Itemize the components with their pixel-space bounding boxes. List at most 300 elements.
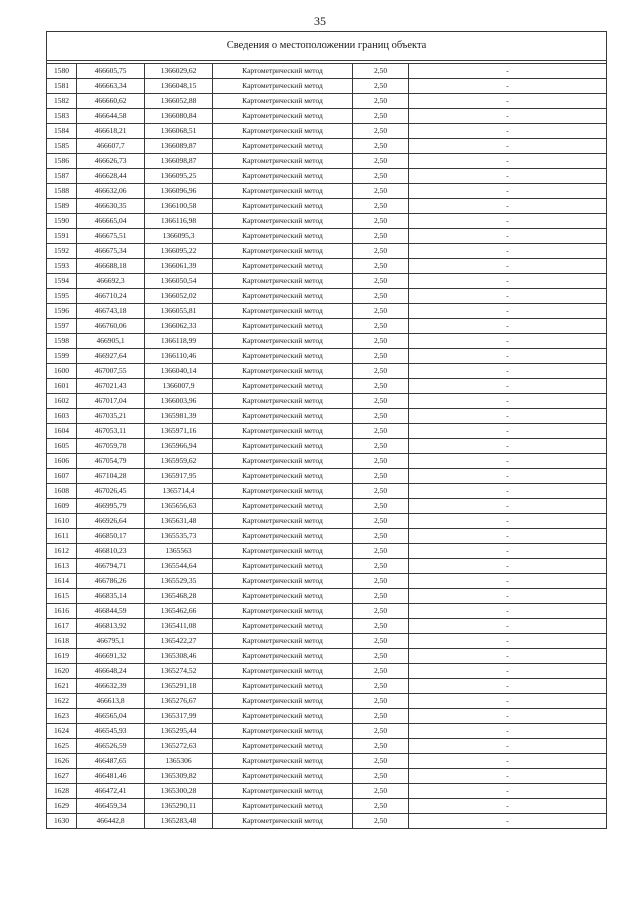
x-coordinate-cell: 467021,43 xyxy=(77,379,145,394)
point-number-cell: 1612 xyxy=(47,544,77,559)
method-cell: Картометрический метод xyxy=(213,529,353,544)
table-row xyxy=(47,724,607,739)
note-cell: - xyxy=(409,544,607,559)
accuracy-cell: 2,50 xyxy=(353,619,409,634)
method-cell: Картометрический метод xyxy=(213,544,353,559)
x-coordinate-cell: 466926,64 xyxy=(77,514,145,529)
y-coordinate-cell: 1365468,28 xyxy=(145,589,213,604)
method-cell: Картометрический метод xyxy=(213,424,353,439)
accuracy-cell: 2,50 xyxy=(353,514,409,529)
x-coordinate-cell: 466607,7 xyxy=(77,139,145,154)
point-number-cell: 1587 xyxy=(47,169,77,184)
point-number-cell: 1599 xyxy=(47,349,77,364)
x-coordinate-cell: 466675,34 xyxy=(77,244,145,259)
accuracy-cell: 2,50 xyxy=(353,499,409,514)
note-cell: - xyxy=(409,94,607,109)
note-cell: - xyxy=(409,769,607,784)
y-coordinate-cell: 1365656,63 xyxy=(145,499,213,514)
table-row xyxy=(47,259,607,274)
note-cell: - xyxy=(409,739,607,754)
method-cell: Картометрический метод xyxy=(213,364,353,379)
table-row xyxy=(47,709,607,724)
note-cell: - xyxy=(409,439,607,454)
table-row xyxy=(47,334,607,349)
accuracy-cell: 2,50 xyxy=(353,169,409,184)
method-cell: Картометрический метод xyxy=(213,619,353,634)
accuracy-cell: 2,50 xyxy=(353,664,409,679)
x-coordinate-cell: 466905,1 xyxy=(77,334,145,349)
y-coordinate-cell: 1366052,88 xyxy=(145,94,213,109)
point-number-cell: 1584 xyxy=(47,124,77,139)
table-row xyxy=(47,139,607,154)
note-cell: - xyxy=(409,619,607,634)
x-coordinate-cell: 466813,92 xyxy=(77,619,145,634)
y-coordinate-cell: 1365291,18 xyxy=(145,679,213,694)
note-cell: - xyxy=(409,604,607,619)
table-row xyxy=(47,544,607,559)
note-cell: - xyxy=(409,259,607,274)
x-coordinate-cell: 466688,18 xyxy=(77,259,145,274)
method-cell: Картометрический метод xyxy=(213,709,353,724)
y-coordinate-cell: 1366003,96 xyxy=(145,394,213,409)
note-cell: - xyxy=(409,379,607,394)
accuracy-cell: 2,50 xyxy=(353,604,409,619)
method-cell: Картометрический метод xyxy=(213,634,353,649)
point-number-cell: 1623 xyxy=(47,709,77,724)
table-row xyxy=(47,754,607,769)
x-coordinate-cell: 466660,62 xyxy=(77,94,145,109)
note-cell: - xyxy=(409,409,607,424)
note-cell: - xyxy=(409,724,607,739)
x-coordinate-cell: 467059,78 xyxy=(77,439,145,454)
method-cell: Картометрический метод xyxy=(213,454,353,469)
table-row xyxy=(47,424,607,439)
y-coordinate-cell: 1365274,52 xyxy=(145,664,213,679)
point-number-cell: 1606 xyxy=(47,454,77,469)
method-cell: Картометрический метод xyxy=(213,259,353,274)
point-number-cell: 1624 xyxy=(47,724,77,739)
table-row xyxy=(47,289,607,304)
note-cell: - xyxy=(409,79,607,94)
note-cell: - xyxy=(409,124,607,139)
point-number-cell: 1583 xyxy=(47,109,77,124)
accuracy-cell: 2,50 xyxy=(353,244,409,259)
accuracy-cell: 2,50 xyxy=(353,724,409,739)
point-number-cell: 1601 xyxy=(47,379,77,394)
method-cell: Картометрический метод xyxy=(213,664,353,679)
accuracy-cell: 2,50 xyxy=(353,484,409,499)
method-cell: Картометрический метод xyxy=(213,754,353,769)
x-coordinate-cell: 466628,44 xyxy=(77,169,145,184)
method-cell: Картометрический метод xyxy=(213,184,353,199)
point-number-cell: 1604 xyxy=(47,424,77,439)
y-coordinate-cell: 1365631,48 xyxy=(145,514,213,529)
x-coordinate-cell: 466442,8 xyxy=(77,814,145,829)
y-coordinate-cell: 1366110,46 xyxy=(145,349,213,364)
note-cell: - xyxy=(409,184,607,199)
accuracy-cell: 2,50 xyxy=(353,469,409,484)
y-coordinate-cell: 1365917,95 xyxy=(145,469,213,484)
accuracy-cell: 2,50 xyxy=(353,634,409,649)
y-coordinate-cell: 1365276,67 xyxy=(145,694,213,709)
accuracy-cell: 2,50 xyxy=(353,589,409,604)
note-cell: - xyxy=(409,814,607,829)
point-number-cell: 1581 xyxy=(47,79,77,94)
accuracy-cell: 2,50 xyxy=(353,814,409,829)
point-number-cell: 1591 xyxy=(47,229,77,244)
point-number-cell: 1627 xyxy=(47,769,77,784)
table-row xyxy=(47,229,607,244)
x-coordinate-cell: 467017,04 xyxy=(77,394,145,409)
y-coordinate-cell: 1365422,27 xyxy=(145,634,213,649)
method-cell: Картометрический метод xyxy=(213,199,353,214)
note-cell: - xyxy=(409,199,607,214)
method-cell: Картометрический метод xyxy=(213,64,353,79)
y-coordinate-cell: 1365462,66 xyxy=(145,604,213,619)
x-coordinate-cell: 466487,65 xyxy=(77,754,145,769)
accuracy-cell: 2,50 xyxy=(353,574,409,589)
point-number-cell: 1582 xyxy=(47,94,77,109)
y-coordinate-cell: 1366098,87 xyxy=(145,154,213,169)
table-row xyxy=(47,154,607,169)
note-cell: - xyxy=(409,679,607,694)
page-number: 35 xyxy=(314,14,326,28)
method-cell: Картометрический метод xyxy=(213,94,353,109)
table-row xyxy=(47,319,607,334)
accuracy-cell: 2,50 xyxy=(353,109,409,124)
note-cell: - xyxy=(409,244,607,259)
note-cell: - xyxy=(409,574,607,589)
note-cell: - xyxy=(409,469,607,484)
method-cell: Картометрический метод xyxy=(213,154,353,169)
accuracy-cell: 2,50 xyxy=(353,214,409,229)
x-coordinate-cell: 467026,45 xyxy=(77,484,145,499)
accuracy-cell: 2,50 xyxy=(353,679,409,694)
x-coordinate-cell: 466810,23 xyxy=(77,544,145,559)
method-cell: Картометрический метод xyxy=(213,409,353,424)
method-cell: Картометрический метод xyxy=(213,214,353,229)
x-coordinate-cell: 466630,35 xyxy=(77,199,145,214)
accuracy-cell: 2,50 xyxy=(353,199,409,214)
x-coordinate-cell: 466665,04 xyxy=(77,214,145,229)
y-coordinate-cell: 1366055,81 xyxy=(145,304,213,319)
table-row xyxy=(47,214,607,229)
y-coordinate-cell: 1366118,99 xyxy=(145,334,213,349)
method-cell: Картометрический метод xyxy=(213,484,353,499)
y-coordinate-cell: 1365971,16 xyxy=(145,424,213,439)
table-row xyxy=(47,574,607,589)
note-cell: - xyxy=(409,139,607,154)
method-cell: Картометрический метод xyxy=(213,604,353,619)
point-number-cell: 1619 xyxy=(47,649,77,664)
y-coordinate-cell: 1365981,39 xyxy=(145,409,213,424)
table-row xyxy=(47,184,607,199)
accuracy-cell: 2,50 xyxy=(353,559,409,574)
method-cell: Картометрический метод xyxy=(213,334,353,349)
x-coordinate-cell: 466786,26 xyxy=(77,574,145,589)
note-cell: - xyxy=(409,649,607,664)
x-coordinate-cell: 466481,46 xyxy=(77,769,145,784)
point-number-cell: 1590 xyxy=(47,214,77,229)
point-number-cell: 1613 xyxy=(47,559,77,574)
point-number-cell: 1625 xyxy=(47,739,77,754)
table-row xyxy=(47,769,607,784)
point-number-cell: 1603 xyxy=(47,409,77,424)
point-number-cell: 1589 xyxy=(47,199,77,214)
method-cell: Картометрический метод xyxy=(213,769,353,784)
y-coordinate-cell: 1365300,28 xyxy=(145,784,213,799)
note-cell: - xyxy=(409,289,607,304)
y-coordinate-cell: 1365290,11 xyxy=(145,799,213,814)
point-number-cell: 1626 xyxy=(47,754,77,769)
point-number-cell: 1609 xyxy=(47,499,77,514)
method-cell: Картометрический метод xyxy=(213,349,353,364)
x-coordinate-cell: 466605,75 xyxy=(77,64,145,79)
note-cell: - xyxy=(409,394,607,409)
note-cell: - xyxy=(409,229,607,244)
point-number-cell: 1596 xyxy=(47,304,77,319)
note-cell: - xyxy=(409,634,607,649)
point-number-cell: 1595 xyxy=(47,289,77,304)
x-coordinate-cell: 466835,14 xyxy=(77,589,145,604)
note-cell: - xyxy=(409,454,607,469)
note-cell: - xyxy=(409,109,607,124)
accuracy-cell: 2,50 xyxy=(353,754,409,769)
x-coordinate-cell: 467035,21 xyxy=(77,409,145,424)
table-title: Сведения о местоположении границ объекта xyxy=(47,32,607,61)
table-row xyxy=(47,364,607,379)
point-number-cell: 1630 xyxy=(47,814,77,829)
accuracy-cell: 2,50 xyxy=(353,64,409,79)
method-cell: Картометрический метод xyxy=(213,319,353,334)
point-number-cell: 1602 xyxy=(47,394,77,409)
point-number-cell: 1611 xyxy=(47,529,77,544)
x-coordinate-cell: 466795,1 xyxy=(77,634,145,649)
table-row xyxy=(47,304,607,319)
accuracy-cell: 2,50 xyxy=(353,154,409,169)
point-number-cell: 1586 xyxy=(47,154,77,169)
table-row xyxy=(47,439,607,454)
x-coordinate-cell: 466794,71 xyxy=(77,559,145,574)
y-coordinate-cell: 1365535,73 xyxy=(145,529,213,544)
table-row xyxy=(47,484,607,499)
y-coordinate-cell: 1365563 xyxy=(145,544,213,559)
method-cell: Картометрический метод xyxy=(213,679,353,694)
table-row xyxy=(47,619,607,634)
point-number-cell: 1593 xyxy=(47,259,77,274)
table-row xyxy=(47,79,607,94)
y-coordinate-cell: 1365959,62 xyxy=(145,454,213,469)
accuracy-cell: 2,50 xyxy=(353,184,409,199)
method-cell: Картометрический метод xyxy=(213,169,353,184)
note-cell: - xyxy=(409,589,607,604)
note-cell: - xyxy=(409,799,607,814)
note-cell: - xyxy=(409,754,607,769)
table-row xyxy=(47,514,607,529)
table-row xyxy=(47,274,607,289)
note-cell: - xyxy=(409,304,607,319)
method-cell: Картометрический метод xyxy=(213,379,353,394)
point-number-cell: 1585 xyxy=(47,139,77,154)
accuracy-cell: 2,50 xyxy=(353,274,409,289)
x-coordinate-cell: 466472,41 xyxy=(77,784,145,799)
accuracy-cell: 2,50 xyxy=(353,439,409,454)
point-number-cell: 1594 xyxy=(47,274,77,289)
y-coordinate-cell: 1366029,62 xyxy=(145,64,213,79)
table-row xyxy=(47,559,607,574)
table-row xyxy=(47,679,607,694)
method-cell: Картометрический метод xyxy=(213,274,353,289)
y-coordinate-cell: 1366100,58 xyxy=(145,199,213,214)
method-cell: Картометрический метод xyxy=(213,724,353,739)
table-row xyxy=(47,649,607,664)
accuracy-cell: 2,50 xyxy=(353,409,409,424)
x-coordinate-cell: 466644,58 xyxy=(77,109,145,124)
table-row xyxy=(47,409,607,424)
table-row xyxy=(47,94,607,109)
method-cell: Картометрический метод xyxy=(213,559,353,574)
note-cell: - xyxy=(409,484,607,499)
accuracy-cell: 2,50 xyxy=(353,649,409,664)
x-coordinate-cell: 466663,34 xyxy=(77,79,145,94)
method-cell: Картометрический метод xyxy=(213,694,353,709)
y-coordinate-cell: 1366068,51 xyxy=(145,124,213,139)
method-cell: Картометрический метод xyxy=(213,499,353,514)
x-coordinate-cell: 467054,79 xyxy=(77,454,145,469)
accuracy-cell: 2,50 xyxy=(353,364,409,379)
y-coordinate-cell: 1365295,44 xyxy=(145,724,213,739)
accuracy-cell: 2,50 xyxy=(353,739,409,754)
accuracy-cell: 2,50 xyxy=(353,769,409,784)
y-coordinate-cell: 1365529,35 xyxy=(145,574,213,589)
table-row xyxy=(47,499,607,514)
method-cell: Картометрический метод xyxy=(213,109,353,124)
y-coordinate-cell: 1366048,15 xyxy=(145,79,213,94)
table-row xyxy=(47,394,607,409)
accuracy-cell: 2,50 xyxy=(353,259,409,274)
method-cell: Картометрический метод xyxy=(213,139,353,154)
method-cell: Картометрический метод xyxy=(213,649,353,664)
point-number-cell: 1605 xyxy=(47,439,77,454)
table-row xyxy=(47,244,607,259)
note-cell: - xyxy=(409,364,607,379)
y-coordinate-cell: 1366061,39 xyxy=(145,259,213,274)
accuracy-cell: 2,50 xyxy=(353,709,409,724)
method-cell: Картометрический метод xyxy=(213,739,353,754)
accuracy-cell: 2,50 xyxy=(353,79,409,94)
note-cell: - xyxy=(409,784,607,799)
accuracy-cell: 2,50 xyxy=(353,94,409,109)
method-cell: Картометрический метод xyxy=(213,784,353,799)
table-row xyxy=(47,634,607,649)
note-cell: - xyxy=(409,334,607,349)
note-cell: - xyxy=(409,664,607,679)
table-row xyxy=(47,169,607,184)
y-coordinate-cell: 1366050,54 xyxy=(145,274,213,289)
x-coordinate-cell: 466613,8 xyxy=(77,694,145,709)
note-cell: - xyxy=(409,709,607,724)
accuracy-cell: 2,50 xyxy=(353,349,409,364)
note-cell: - xyxy=(409,349,607,364)
accuracy-cell: 2,50 xyxy=(353,694,409,709)
method-cell: Картометрический метод xyxy=(213,289,353,304)
point-number-cell: 1580 xyxy=(47,64,77,79)
table-row xyxy=(47,199,607,214)
method-cell: Картометрический метод xyxy=(213,124,353,139)
point-number-cell: 1598 xyxy=(47,334,77,349)
x-coordinate-cell: 467053,11 xyxy=(77,424,145,439)
table-row xyxy=(47,454,607,469)
method-cell: Картометрический метод xyxy=(213,799,353,814)
x-coordinate-cell: 466626,73 xyxy=(77,154,145,169)
point-number-cell: 1600 xyxy=(47,364,77,379)
y-coordinate-cell: 1366089,87 xyxy=(145,139,213,154)
y-coordinate-cell: 1365714,4 xyxy=(145,484,213,499)
method-cell: Картометрический метод xyxy=(213,514,353,529)
point-number-cell: 1620 xyxy=(47,664,77,679)
x-coordinate-cell: 466760,06 xyxy=(77,319,145,334)
method-cell: Картометрический метод xyxy=(213,439,353,454)
accuracy-cell: 2,50 xyxy=(353,394,409,409)
note-cell: - xyxy=(409,424,607,439)
point-number-cell: 1607 xyxy=(47,469,77,484)
y-coordinate-cell: 1365309,82 xyxy=(145,769,213,784)
x-coordinate-cell: 466648,24 xyxy=(77,664,145,679)
accuracy-cell: 2,50 xyxy=(353,304,409,319)
note-cell: - xyxy=(409,169,607,184)
point-number-cell: 1621 xyxy=(47,679,77,694)
y-coordinate-cell: 1365306 xyxy=(145,754,213,769)
x-coordinate-cell: 466710,24 xyxy=(77,289,145,304)
accuracy-cell: 2,50 xyxy=(353,319,409,334)
accuracy-cell: 2,50 xyxy=(353,229,409,244)
note-cell: - xyxy=(409,64,607,79)
accuracy-cell: 2,50 xyxy=(353,139,409,154)
point-number-cell: 1592 xyxy=(47,244,77,259)
y-coordinate-cell: 1366096,96 xyxy=(145,184,213,199)
y-coordinate-cell: 1365544,64 xyxy=(145,559,213,574)
table-row xyxy=(47,739,607,754)
table-row xyxy=(47,694,607,709)
accuracy-cell: 2,50 xyxy=(353,544,409,559)
note-cell: - xyxy=(409,214,607,229)
y-coordinate-cell: 1366040,14 xyxy=(145,364,213,379)
y-coordinate-cell: 1366062,33 xyxy=(145,319,213,334)
note-cell: - xyxy=(409,529,607,544)
y-coordinate-cell: 1366052,02 xyxy=(145,289,213,304)
accuracy-cell: 2,50 xyxy=(353,289,409,304)
point-number-cell: 1614 xyxy=(47,574,77,589)
point-number-cell: 1617 xyxy=(47,619,77,634)
accuracy-cell: 2,50 xyxy=(353,529,409,544)
table-row xyxy=(47,124,607,139)
note-cell: - xyxy=(409,499,607,514)
x-coordinate-cell: 466995,79 xyxy=(77,499,145,514)
x-coordinate-cell: 467104,28 xyxy=(77,469,145,484)
y-coordinate-cell: 1366095,3 xyxy=(145,229,213,244)
boundary-coordinates-table xyxy=(46,31,607,829)
table-row xyxy=(47,109,607,124)
method-cell: Картометрический метод xyxy=(213,574,353,589)
x-coordinate-cell: 466459,34 xyxy=(77,799,145,814)
x-coordinate-cell: 466743,18 xyxy=(77,304,145,319)
y-coordinate-cell: 1365966,94 xyxy=(145,439,213,454)
note-cell: - xyxy=(409,274,607,289)
method-cell: Картометрический метод xyxy=(213,394,353,409)
table-row xyxy=(47,604,607,619)
y-coordinate-cell: 1365272,63 xyxy=(145,739,213,754)
accuracy-cell: 2,50 xyxy=(353,784,409,799)
